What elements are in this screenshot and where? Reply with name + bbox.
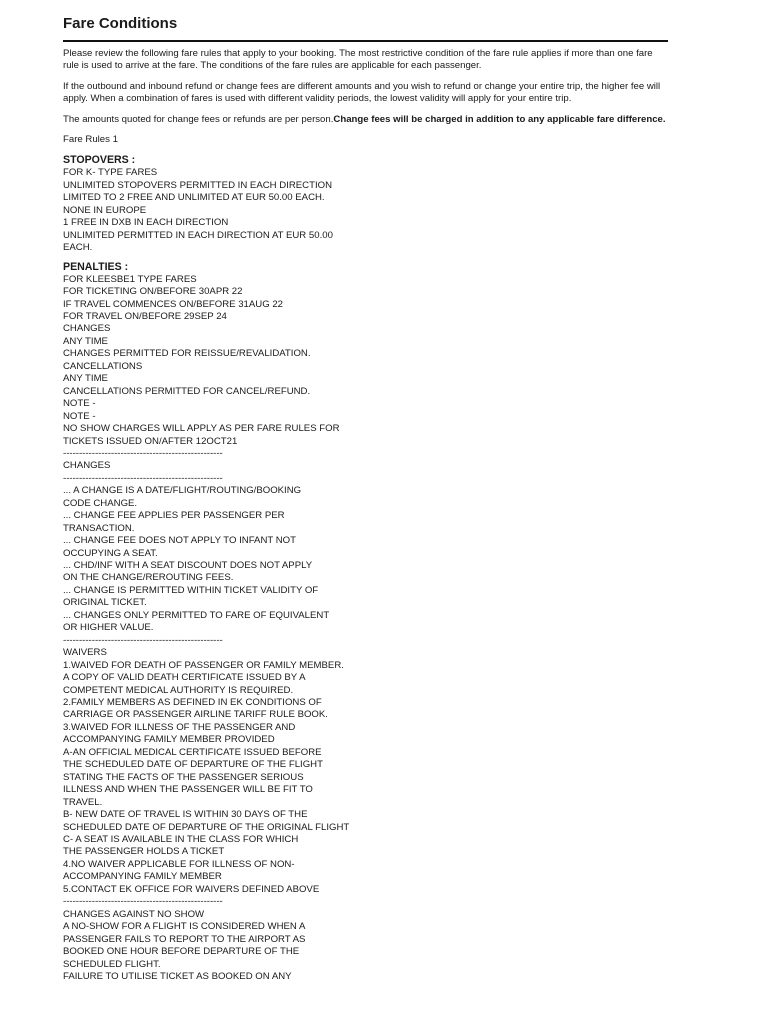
rule-line: PASSENGER FAILS TO REPORT TO THE AIRPORT AS — [63, 933, 306, 945]
rule-line: UNLIMITED PERMITTED IN EACH DIRECTION AT EUR 50.00 — [63, 229, 333, 241]
rule-line: B- NEW DATE OF TRAVEL IS WITHIN 30 DAYS OF THE — [63, 809, 308, 821]
rule-line: 1.WAIVED FOR DEATH OF PASSENGER OR FAMILY MEMBER. — [63, 659, 344, 671]
rule-line: COMPETENT MEDICAL AUTHORITY IS REQUIRED. — [63, 684, 294, 696]
title-divider — [63, 40, 668, 42]
rule-line: STATING THE FACTS OF THE PASSENGER SERIOUS — [63, 771, 304, 783]
rule-line: CHANGES PERMITTED FOR REISSUE/REVALIDATION. — [63, 348, 311, 360]
rule-line: ON THE CHANGE/REROUTING FEES. — [63, 572, 234, 584]
rule-line: ANY TIME — [63, 373, 108, 385]
rule-line: ... CHANGE FEE DOES NOT APPLY TO INFANT NOT — [63, 535, 296, 547]
rule-line: ... CHANGE FEE APPLIES PER PASSENGER PER — [63, 510, 285, 522]
rule-line: 5.CONTACT EK OFFICE FOR WAIVERS DEFINED ABOVE — [63, 883, 320, 895]
fare-rules-label: Fare Rules 1 — [63, 134, 118, 146]
rule-line: NOTE - — [63, 410, 96, 422]
rule-line: SCHEDULED FLIGHT. — [63, 958, 161, 970]
rule-line: -------------------------------------------------- — [63, 472, 223, 484]
rule-line: WAIVERS — [63, 647, 107, 659]
rule-line: ILLNESS AND WHEN THE PASSENGER WILL BE FIT TO — [63, 784, 313, 796]
rule-line: FAILURE TO UTILISE TICKET AS BOOKED ON ANY — [63, 970, 292, 982]
rule-line: TRAVEL. — [63, 796, 103, 808]
rule-line: NOTE - — [63, 398, 96, 410]
rule-line: 4.NO WAIVER APPLICABLE FOR ILLNESS OF NON- — [63, 858, 295, 870]
rule-line: SCHEDULED DATE OF DEPARTURE OF THE ORIGINAL FLIGHT — [63, 821, 350, 833]
rule-line: -------------------------------------------------- — [63, 896, 223, 908]
rule-line: ANY TIME — [63, 335, 108, 347]
intro-paragraph-2: If the outbound and inbound refund or change fees are different amounts and you wish to refund or change your entire trip, the higher fee will apply. When a combination of fares is used with different validity periods, the lowest validity will apply for your entire trip. — [63, 80, 661, 105]
rule-line: NONE IN EUROPE — [63, 204, 147, 216]
rule-line: THE SCHEDULED DATE OF DEPARTURE OF THE FLIGHT — [63, 759, 323, 771]
rule-line: C- A SEAT IS AVAILABLE IN THE CLASS FOR WHICH — [63, 834, 299, 845]
rule-line: ORIGINAL TICKET. — [63, 597, 147, 609]
rule-line: A NO-SHOW FOR A FLIGHT IS CONSIDERED WHEN A — [63, 921, 306, 933]
rule-line: CHANGES AGAINST NO SHOW — [63, 908, 205, 920]
rule-line: FOR K- TYPE FARES — [63, 167, 158, 179]
rule-line: CANCELLATIONS PERMITTED FOR CANCEL/REFUND. — [63, 385, 311, 397]
rule-line: CARRIAGE OR PASSENGER AIRLINE TARIFF RULE BOOK. — [63, 709, 328, 721]
rule-line: 1 FREE IN DXB IN EACH DIRECTION — [63, 217, 229, 229]
rule-line: NO SHOW CHARGES WILL APPLY AS PER FARE RULES FOR — [63, 423, 340, 435]
intro-paragraph-3-text: The amounts quoted for change fees or refunds are per person. — [63, 113, 334, 125]
rule-line: ACCOMPANYING FAMILY MEMBER — [63, 871, 222, 883]
rule-line: ... CHANGE IS PERMITTED WITHIN TICKET VALIDITY OF — [63, 584, 319, 596]
rule-line: 3.WAIVED FOR ILLNESS OF THE PASSENGER AND — [63, 721, 296, 733]
rule-line: FOR KLEESBE1 TYPE FARES — [63, 273, 197, 285]
fare-conditions-page — [63, 14, 668, 989]
rule-line: BOOKED ONE HOUR BEFORE DEPARTURE OF THE — [63, 946, 300, 958]
rule-line: LIMITED TO 2 FREE AND UNLIMITED AT EUR 50.00 EACH. — [63, 192, 325, 204]
rule-line: ... A CHANGE IS A DATE/FLIGHT/ROUTING/BOOKING — [63, 485, 302, 497]
rule-line: TICKETS ISSUED ON/AFTER 12OCT21 — [63, 435, 238, 447]
rule-line: ... CHD/INF WITH A SEAT DISCOUNT DOES NOT APPLY — [63, 560, 313, 572]
rule-line: EACH. — [63, 242, 93, 254]
rule-line: A COPY OF VALID DEATH CERTIFICATE ISSUED BY A — [63, 672, 306, 684]
intro-paragraph-3-bold: Change fees will be charged in addition to any applicable fare difference. — [333, 113, 666, 125]
rule-line: ... CHANGES ONLY PERMITTED TO FARE OF EQUIVALENT — [63, 609, 330, 621]
page-title: Fare Conditions — [63, 15, 178, 32]
rule-line: FOR TICKETING ON/BEFORE 30APR 22 — [63, 286, 243, 298]
stopovers-text — [63, 167, 668, 254]
rule-line: A-AN OFFICIAL MEDICAL CERTIFICATE ISSUED BEFORE — [63, 746, 322, 758]
rule-line: FOR TRAVEL ON/BEFORE 29SEP 24 — [63, 310, 227, 322]
intro-paragraph-3 — [63, 114, 668, 126]
rule-line: THE PASSENGER HOLDS A TICKET — [63, 846, 225, 858]
penalties-heading: PENALTIES : — [63, 260, 129, 273]
rule-line: -------------------------------------------------- — [63, 634, 223, 646]
stopovers-heading: STOPOVERS : — [63, 154, 136, 167]
rule-line: UNLIMITED STOPOVERS PERMITTED IN EACH DIRECTION — [63, 179, 333, 191]
rule-line: OR HIGHER VALUE. — [63, 622, 154, 634]
rule-line: CODE CHANGE. — [63, 497, 138, 509]
rule-line: CHANGES — [63, 460, 111, 472]
penalties-text — [63, 274, 668, 984]
rule-line: ACCOMPANYING FAMILY MEMBER PROVIDED — [63, 734, 275, 746]
rule-line: OCCUPYING A SEAT. — [63, 547, 158, 559]
rule-line: CANCELLATIONS — [63, 360, 143, 372]
intro-paragraph-1: Please review the following fare rules that apply to your booking. The most restrictive condition of the fare rule applies if more than one fare rule is used to arrive at the fare. The conditions of the fare rules are applicable for each passenger. — [63, 48, 653, 72]
rule-line: IF TRAVEL COMMENCES ON/BEFORE 31AUG 22 — [63, 298, 283, 310]
rule-line: TRANSACTION. — [63, 522, 135, 534]
rule-line: CHANGES — [63, 323, 111, 335]
rule-line: 2.FAMILY MEMBERS AS DEFINED IN EK CONDITIONS OF — [63, 697, 322, 709]
rule-line: -------------------------------------------------- — [63, 447, 223, 459]
